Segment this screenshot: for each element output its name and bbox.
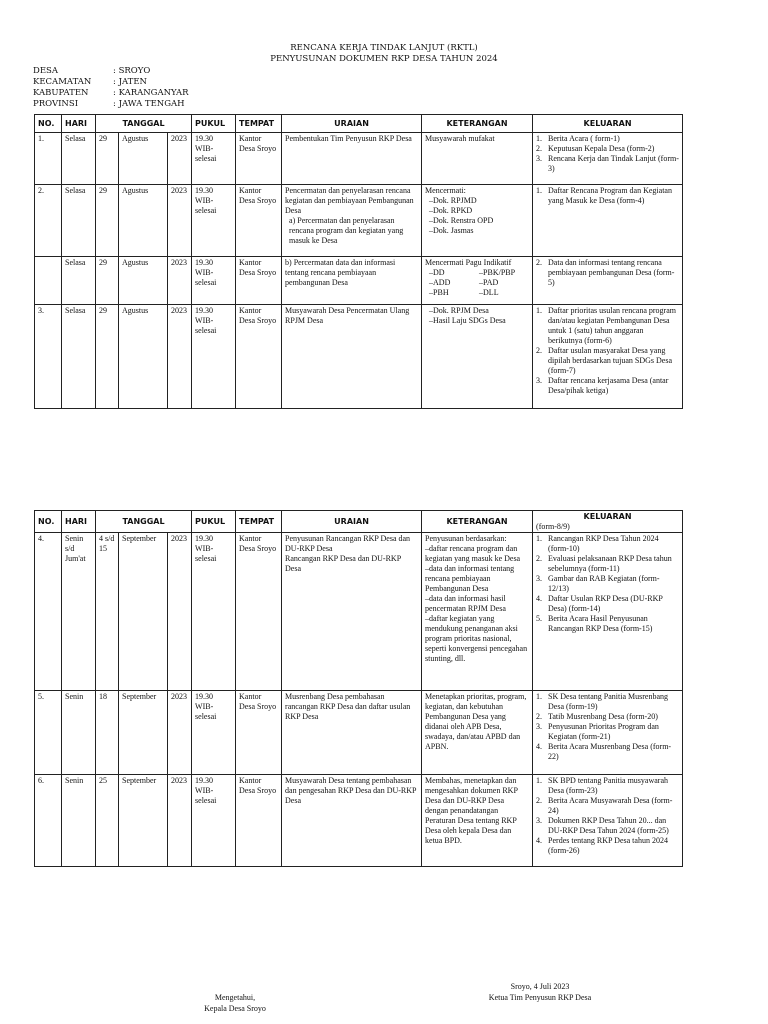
keterangan-list: – daftar rencana program dan kegiatan yang masuk ke Desa – data dan informasi tentang rencana pembiayaan Pembangunan Desa – data dan informasi hasil pencermatan RPJM Desa – daftar kegiatan yang mendukung penanganan aksi program prioritas nasional, seperti konvergensi pencegahan stunting, dll. <box>425 544 529 664</box>
col-tanggal: TANGGAL <box>96 115 192 133</box>
document-subtitle: PENYUSUNAN DOKUMEN RKP DESA TAHUN 2024 <box>270 54 498 64</box>
keluaran-list: 1. SK Desa tentang Panitia Musrenbang Desa (form-19) 2. Tatib Musrenbang Desa (form-20) 3. Penyusunan Prioritas Program dan Kegiatan (form-21) 4. Berita Acara Musrenbang Desa (form-22) <box>536 692 679 762</box>
table-row: Selasa 29 Agustus 2023 19.30 WIB-selesai Kantor Desa Sroyo b) Percermatan data dan informasi tentang rencana pembiayaan pembangunan Desa Mencermati Pagu Indikatif – DD – PBK/PBP – ADD – PAD – PBH – DLL 2. Data dan informasi tentang rencana pembiayaan pembangunan Desa (form-5) <box>35 257 683 305</box>
col-keluaran: KELUARAN (form-8/9) <box>533 511 683 533</box>
col-tempat: TEMPAT <box>236 115 282 133</box>
col-keluaran: KELUARAN <box>533 115 683 133</box>
keluaran-list: 1. Berita Acara ( form-1) 2. Keputusan Kepala Desa (form-2) 3. Rencana Kerja dan Tindak Lanjut (form-3) <box>536 134 679 174</box>
col-keterangan: KETERANGAN <box>422 511 533 533</box>
table-header-row <box>35 115 683 133</box>
col-uraian: URAIAN <box>282 511 422 533</box>
col-pukul: PUKUL <box>192 511 236 533</box>
keluaran-list: 1. Daftar Rencana Program dan Kegiatan yang Masuk ke Desa (form-4) <box>536 186 679 206</box>
table-row: 3. Selasa 29 Agustus 2023 19.30 WIB-selesai Kantor Desa Sroyo Musyawarah Desa Pencermatan Ulang RPJM Desa – Dok. RPJM Desa – Hasil Laju SDGs Desa 1. Daftar prioritas usulan rencana program dan/atau kegiatan Pembangunan Desa untuk 1 (satu) tahun anggaran berikutnya (form-6) 2. Daftar usulan masyarakat Desa yang dipilah berdasarkan tujuan SDGs Desa (form-7) 3. Daftar rencana kerjasama Desa (antar Desa/pihak ketiga) <box>35 305 683 409</box>
meta-row-kecamatan: KECAMATAN : JATEN <box>33 77 147 87</box>
col-keterangan: KETERANGAN <box>422 115 533 133</box>
document-title: RENCANA KERJA TINDAK LANJUT (RKTL) <box>290 43 478 53</box>
rktl-table-2 <box>34 510 683 867</box>
col-hari: HARI <box>62 115 96 133</box>
meta-row-desa: DESA : SROYO <box>33 66 151 76</box>
meta-row-kabupaten: KABUPATEN : KARANGANYAR <box>33 88 189 98</box>
col-tanggal: TANGGAL <box>96 511 192 533</box>
signature-right: Sroyo, 4 Juli 2023 Ketua Tim Penyusun RKP Desa <box>488 982 592 1002</box>
meta-row-provinsi: PROVINSI : JAWA TENGAH <box>33 99 185 109</box>
location-info <box>33 66 189 110</box>
keluaran-carryover: (form-8/9) <box>536 522 570 531</box>
col-tempat: TEMPAT <box>236 511 282 533</box>
col-no: NO. <box>35 511 62 533</box>
col-uraian: URAIAN <box>282 115 422 133</box>
table-row: 1. Selasa 29 Agustus 2023 19.30 WIB-selesai Kantor Desa Sroyo Pembentukan Tim Penyusun RKP Desa Musyawarah mufakat 1. Berita Acara ( form-1) 2. Keputusan Kepala Desa (form-2) 3. Rencana Kerja dan Tindak Lanjut (form-3) <box>35 133 683 185</box>
keluaran-list: 1. SK BPD tentang Panitia musyawarah Desa (form-23) 2. Berita Acara Musyawarah Desa (form-24) 3. Dokumen RKP Desa Tahun 20... dan DU-RKP Desa Tahun 2024 (form-25) 4. Perdes tentang RKP Desa tahun 2024 (form-26) <box>536 776 679 856</box>
table-row: 6. Senin 25 September 2023 19.30 WIB-selesai Kantor Desa Sroyo Musyawarah Desa tentang pembahasan dan pengesahan RKP Desa dan DU-RKP Desa Membahas, menetapkan dan mengesahkan dokumen RKP Desa dan DU-RKP Desa dengan penandatangan Peraturan Desa tentang RKP Desa oleh kepala Desa dan ketua BPD. 1. SK BPD tentang Panitia musyawarah Desa (form-23) 2. Berita Acara Musyawarah Desa (form-24) 3. Dokumen RKP Desa Tahun 20... dan DU-RKP Desa Tahun 2024 (form-25) 4. Perdes tentang RKP Desa tahun 2024 (form-26) <box>35 775 683 867</box>
keluaran-list: 1. Rancangan RKP Desa Tahun 2024 (form-10) 2. Evaluasi pelaksanaan RKP Desa tahun sebelumnya (form-11) 3. Gambar dan RAB Kegiatan (form-12/13) 4. Daftar Usulan RKP Desa (DU-RKP Desa) (form-14) 5. Berita Acara Hasil Penyusunan Rancangan RKP Desa (form-15) <box>536 534 679 634</box>
keluaran-list: 1. Daftar prioritas usulan rencana program dan/atau kegiatan Pembangunan Desa untuk 1 (satu) tahun anggaran berikutnya (form-6) 2. Daftar usulan masyarakat Desa yang dipilah berdasarkan tujuan SDGs Desa (form-7) 3. Daftar rencana kerjasama Desa (antar Desa/pihak ketiga) <box>536 306 679 396</box>
table-header-row <box>35 511 683 533</box>
table-row: 2. Selasa 29 Agustus 2023 19.30 WIB-selesai Kantor Desa Sroyo Pencermatan dan penyelarasan rencana kegiatan dan pembiayaan Pembangunan Desa a) Percermatan dan penyelarasan rencana program dan kegiatan yang masuk ke Desa Mencermati: – Dok. RPJMD – Dok. RPKD – Dok. Renstra OPD – Dok. Jasmas 1. Daftar Rencana Program dan Kegiatan yang Masuk ke Desa (form-4) <box>35 185 683 257</box>
signature-left: Mengetahui, Kepala Desa Sroyo <box>204 993 266 1013</box>
keluaran-list: 2. Data dan informasi tentang rencana pembiayaan pembangunan Desa (form-5) <box>536 258 679 288</box>
keterangan-list: – Dok. RPJM Desa – Hasil Laju SDGs Desa <box>425 306 529 326</box>
col-pukul: PUKUL <box>192 115 236 133</box>
rktl-table-1 <box>34 114 683 409</box>
keterangan-list: – DD – PBK/PBP – ADD – PAD – PBH – DLL <box>425 268 529 298</box>
table-row: 4. Senin s/d Jum'at 4 s/d 15 September 2023 19.30 WIB-selesai Kantor Desa Sroyo Penyusunan Rancangan RKP Desa dan DU-RKP Desa Rancangan RKP Desa dan DU-RKP Desa Penyusunan berdasarkan: – daftar rencana program dan kegiatan yang masuk ke Desa – data dan informasi tentang rencana pembiayaan Pembangunan Desa – data dan informasi hasil pencermatan RPJM Desa – daftar kegiatan yang mendukung penanganan aksi program prioritas nasional, seperti konvergensi pencegahan stunting, dll. 1. Rancangan RKP Desa Tahun 2024 (form-10) 2. Evaluasi pelaksanaan RKP Desa tahun sebelumnya (form-11) 3. Gambar dan RAB Kegiatan (form-12/13) 4. Daftar Usulan RKP Desa (DU-RKP Desa) (form-14) 5. Berita Acara Hasil Penyusunan Rancangan RKP Desa (form-15) <box>35 533 683 691</box>
keterangan-list: – Dok. RPJMD – Dok. RPKD – Dok. Renstra OPD – Dok. Jasmas <box>425 196 529 236</box>
col-hari: HARI <box>62 511 96 533</box>
col-no: NO. <box>35 115 62 133</box>
table-row: 5. Senin 18 September 2023 19.30 WIB-selesai Kantor Desa Sroyo Musrenbang Desa pembahasan rancangan RKP Desa dan daftar usulan RKP Desa Menetapkan prioritas, program, kegiatan, dan kebutuhan Pembangunan Desa yang didanai oleh APB Desa, swadaya, dan/atau APBD dan APBN. 1. SK Desa tentang Panitia Musrenbang Desa (form-19) 2. Tatib Musrenbang Desa (form-20) 3. Penyusunan Prioritas Program dan Kegiatan (form-21) 4. Berita Acara Musrenbang Desa (form-22) <box>35 691 683 775</box>
